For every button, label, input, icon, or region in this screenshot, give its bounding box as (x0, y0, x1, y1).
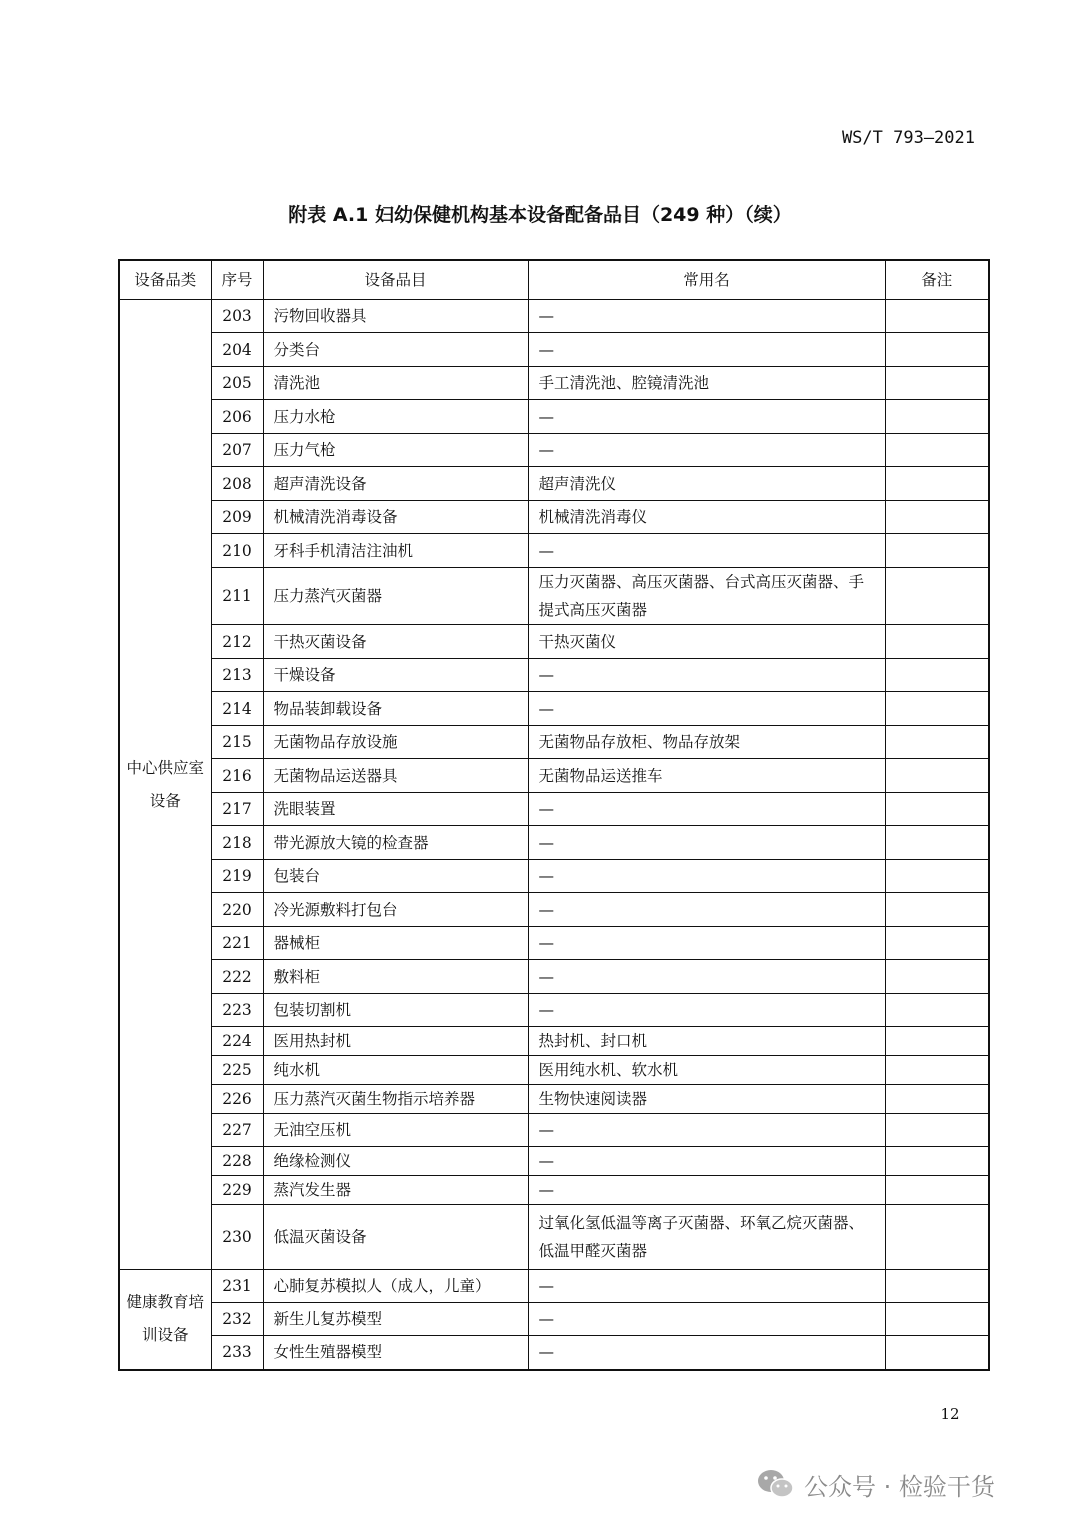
item-name-cell: 心肺复苏模拟人（成人，儿童） (263, 1270, 528, 1303)
common-name-cell: — (528, 860, 885, 893)
remarks-cell (885, 793, 989, 826)
table-row (119, 400, 989, 434)
common-name-cell: — (528, 927, 885, 960)
remarks-cell (885, 1147, 989, 1176)
remarks-cell (885, 927, 989, 960)
common-name-cell: — (528, 793, 885, 826)
common-name-cell: — (528, 826, 885, 860)
common-name-cell: — (528, 1336, 885, 1370)
table-row (119, 1027, 989, 1056)
table-row (119, 534, 989, 568)
common-name-cell: — (528, 300, 885, 333)
category-cell: 中心供应室设备 (119, 300, 211, 1270)
remarks-cell (885, 1085, 989, 1114)
remarks-cell (885, 434, 989, 467)
remarks-cell (885, 367, 989, 400)
common-name-cell: 无菌物品运送推车 (528, 759, 885, 793)
col-header-common-name: 常用名 (528, 260, 885, 300)
item-name-cell: 压力水枪 (263, 400, 528, 434)
remarks-cell (885, 1114, 989, 1147)
serial-number-cell: 207 (211, 434, 263, 467)
serial-number-cell: 211 (211, 568, 263, 625)
watermark (756, 1464, 995, 1504)
table-row (119, 659, 989, 692)
table-row (119, 568, 989, 625)
table-row (119, 759, 989, 793)
common-name-cell: — (528, 400, 885, 434)
item-name-cell: 超声清洗设备 (263, 467, 528, 501)
item-name-cell: 物品装卸载设备 (263, 692, 528, 726)
remarks-cell (885, 692, 989, 726)
item-name-cell: 包装切割机 (263, 994, 528, 1027)
table-row (119, 300, 989, 333)
item-name-cell: 干热灭菌设备 (263, 625, 528, 659)
table-row (119, 434, 989, 467)
item-name-cell: 冷光源敷料打包台 (263, 893, 528, 927)
table-row (119, 826, 989, 860)
remarks-cell (885, 726, 989, 759)
common-name-cell: 干热灭菌仪 (528, 625, 885, 659)
table-row (119, 467, 989, 501)
table-row (119, 1270, 989, 1303)
serial-number-cell: 223 (211, 994, 263, 1027)
table-row (119, 501, 989, 534)
item-name-cell: 带光源放大镜的检查器 (263, 826, 528, 860)
common-name-cell: 热封机、封口机 (528, 1027, 885, 1056)
common-name-cell: — (528, 960, 885, 994)
col-header-category: 设备品类 (119, 260, 211, 300)
common-name-cell: 生物快速阅读器 (528, 1085, 885, 1114)
serial-number-cell: 209 (211, 501, 263, 534)
remarks-cell (885, 759, 989, 793)
serial-number-cell: 227 (211, 1114, 263, 1147)
table-row (119, 367, 989, 400)
remarks-cell (885, 826, 989, 860)
serial-number-cell: 208 (211, 467, 263, 501)
item-name-cell: 牙科手机清洁注油机 (263, 534, 528, 568)
remarks-cell (885, 960, 989, 994)
remarks-cell (885, 659, 989, 692)
serial-number-cell: 228 (211, 1147, 263, 1176)
table-row (119, 692, 989, 726)
serial-number-cell: 217 (211, 793, 263, 826)
page-number: 12 (940, 1405, 960, 1423)
remarks-cell (885, 1027, 989, 1056)
item-name-cell: 压力蒸汽灭菌器 (263, 568, 528, 625)
item-name-cell: 低温灭菌设备 (263, 1205, 528, 1270)
serial-number-cell: 219 (211, 860, 263, 893)
table-row (119, 927, 989, 960)
common-name-cell: 压力灭菌器、高压灭菌器、台式高压灭菌器、手提式高压灭菌器 (528, 568, 885, 625)
table-row (119, 1147, 989, 1176)
remarks-cell (885, 400, 989, 434)
common-name-cell: 手工清洗池、腔镜清洗池 (528, 367, 885, 400)
remarks-cell (885, 467, 989, 501)
common-name-cell: — (528, 1147, 885, 1176)
remarks-cell (885, 893, 989, 927)
item-name-cell: 清洗池 (263, 367, 528, 400)
serial-number-cell: 226 (211, 1085, 263, 1114)
table-row (119, 1303, 989, 1336)
table-row (119, 893, 989, 927)
table-row (119, 793, 989, 826)
item-name-cell: 无菌物品存放设施 (263, 726, 528, 759)
item-name-cell: 医用热封机 (263, 1027, 528, 1056)
item-name-cell: 干燥设备 (263, 659, 528, 692)
wechat-icon (756, 1467, 796, 1501)
table-row (119, 726, 989, 759)
serial-number-cell: 221 (211, 927, 263, 960)
serial-number-cell: 210 (211, 534, 263, 568)
remarks-cell (885, 333, 989, 367)
remarks-cell (885, 860, 989, 893)
serial-number-cell: 218 (211, 826, 263, 860)
serial-number-cell: 220 (211, 893, 263, 927)
serial-number-cell: 230 (211, 1205, 263, 1270)
table-row (119, 1114, 989, 1147)
remarks-cell (885, 534, 989, 568)
col-header-number: 序号 (211, 260, 263, 300)
item-name-cell: 压力气枪 (263, 434, 528, 467)
table-header-row (119, 260, 989, 300)
serial-number-cell: 233 (211, 1336, 263, 1370)
item-name-cell: 纯水机 (263, 1056, 528, 1085)
table-row (119, 1085, 989, 1114)
serial-number-cell: 204 (211, 333, 263, 367)
common-name-cell: 机械清洗消毒仪 (528, 501, 885, 534)
serial-number-cell: 213 (211, 659, 263, 692)
common-name-cell: 过氧化氢低温等离子灭菌器、环氧乙烷灭菌器、低温甲醛灭菌器 (528, 1205, 885, 1270)
item-name-cell: 包装台 (263, 860, 528, 893)
common-name-cell: — (528, 893, 885, 927)
common-name-cell: — (528, 1176, 885, 1205)
table-body (119, 300, 989, 1370)
serial-number-cell: 214 (211, 692, 263, 726)
watermark-text: 公众号 · 检验干货 (804, 1472, 995, 1501)
table-row (119, 625, 989, 659)
remarks-cell (885, 568, 989, 625)
remarks-cell (885, 1056, 989, 1085)
item-name-cell: 压力蒸汽灭菌生物指示培养器 (263, 1085, 528, 1114)
serial-number-cell: 205 (211, 367, 263, 400)
remarks-cell (885, 1270, 989, 1303)
item-name-cell: 女性生殖器模型 (263, 1336, 528, 1370)
serial-number-cell: 224 (211, 1027, 263, 1056)
table-row (119, 1205, 989, 1270)
item-name-cell: 新生儿复苏模型 (263, 1303, 528, 1336)
remarks-cell (885, 1205, 989, 1270)
equipment-table (118, 259, 990, 1371)
table-row (119, 960, 989, 994)
remarks-cell (885, 1176, 989, 1205)
item-name-cell: 机械清洗消毒设备 (263, 501, 528, 534)
common-name-cell: — (528, 1270, 885, 1303)
common-name-cell: — (528, 659, 885, 692)
common-name-cell: — (528, 994, 885, 1027)
remarks-cell (885, 501, 989, 534)
item-name-cell: 绝缘检测仪 (263, 1147, 528, 1176)
item-name-cell: 器械柜 (263, 927, 528, 960)
serial-number-cell: 232 (211, 1303, 263, 1336)
common-name-cell: 医用纯水机、软水机 (528, 1056, 885, 1085)
remarks-cell (885, 300, 989, 333)
serial-number-cell: 222 (211, 960, 263, 994)
remarks-cell (885, 1336, 989, 1370)
common-name-cell: 无菌物品存放柜、物品存放架 (528, 726, 885, 759)
common-name-cell: — (528, 534, 885, 568)
serial-number-cell: 225 (211, 1056, 263, 1085)
common-name-cell: 超声清洗仪 (528, 467, 885, 501)
category-cell: 健康教育培训设备 (119, 1270, 211, 1370)
serial-number-cell: 206 (211, 400, 263, 434)
serial-number-cell: 212 (211, 625, 263, 659)
table-row (119, 333, 989, 367)
item-name-cell: 无油空压机 (263, 1114, 528, 1147)
item-name-cell: 无菌物品运送器具 (263, 759, 528, 793)
table-row (119, 1056, 989, 1085)
item-name-cell: 敷料柜 (263, 960, 528, 994)
item-name-cell: 蒸汽发生器 (263, 1176, 528, 1205)
serial-number-cell: 231 (211, 1270, 263, 1303)
col-header-remarks: 备注 (885, 260, 989, 300)
item-name-cell: 污物回收器具 (263, 300, 528, 333)
table-row (119, 994, 989, 1027)
col-header-item: 设备品目 (263, 260, 528, 300)
remarks-cell (885, 994, 989, 1027)
serial-number-cell: 203 (211, 300, 263, 333)
common-name-cell: — (528, 1114, 885, 1147)
item-name-cell: 洗眼装置 (263, 793, 528, 826)
remarks-cell (885, 1303, 989, 1336)
remarks-cell (885, 625, 989, 659)
item-name-cell: 分类台 (263, 333, 528, 367)
serial-number-cell: 216 (211, 759, 263, 793)
common-name-cell: — (528, 1303, 885, 1336)
common-name-cell: — (528, 333, 885, 367)
standard-code: WS/T 793—2021 (841, 128, 975, 148)
table-row (119, 1336, 989, 1370)
serial-number-cell: 215 (211, 726, 263, 759)
serial-number-cell: 229 (211, 1176, 263, 1205)
table-row (119, 1176, 989, 1205)
common-name-cell: — (528, 434, 885, 467)
table-row (119, 860, 989, 893)
table-title: 附表 A.1 妇幼保健机构基本设备配备品目（249 种）（续） (288, 204, 792, 226)
common-name-cell: — (528, 692, 885, 726)
